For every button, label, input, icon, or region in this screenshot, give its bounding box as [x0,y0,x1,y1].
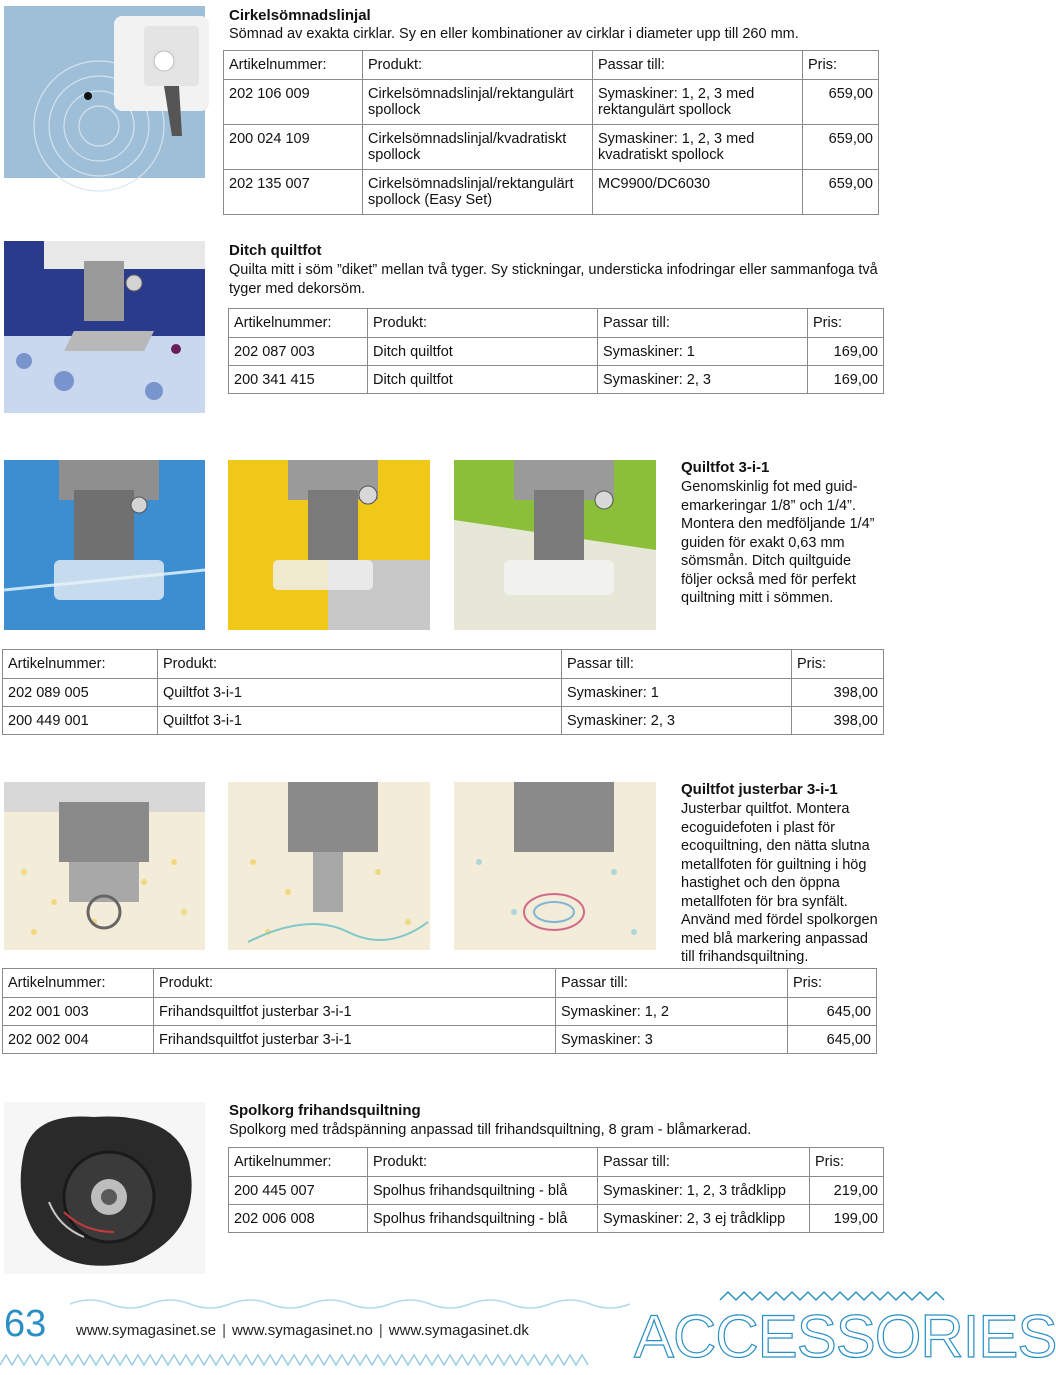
footer-separator: | [378,1322,383,1339]
product-name: Frihandsquiltfot justerbar 3-i-1 [154,1026,556,1054]
section-desc-quilt3: Genomskinlig fot med guid-emarkeringar 1/8” och 1/4”. Montera den medföljande 1/4” guiden för exakt 0,63 mm sömsmån. Ditch quiltguide följer också med för perfekt quiltning mitt i sömmen. [681,479,875,606]
col-header-price: Pris: [810,1148,884,1177]
fits-models: Symaskiner: 1 [562,679,792,707]
col-header-product: Produkt: [158,650,562,679]
col-header-price: Pris: [803,51,879,80]
col-header-article: Artikelnummer: [229,1148,368,1177]
fits-models: Symaskiner: 1, 2, 3 med rektangulärt spollock [593,80,803,125]
product-name: Spolhus frihandsquiltning - blå [368,1205,598,1233]
fits-models: Symaskiner: 2, 3 [562,707,792,735]
col-header-product: Produkt: [368,309,598,338]
article-number: 200 445 007 [229,1177,368,1205]
article-number: 202 001 003 [3,998,154,1026]
col-header-product: Produkt: [363,51,593,80]
section-word-accessories: ACCESSORIES [634,1303,1056,1370]
table-row [229,1177,884,1205]
section-title-adjustable: Quiltfot justerbar 3-i-1 [681,781,838,798]
price: 169,00 [808,338,884,366]
article-number: 202 006 008 [229,1205,368,1233]
page-number: 63 [4,1303,47,1345]
product-table-ditch [228,308,884,394]
article-number: 202 135 007 [224,170,363,215]
price: 398,00 [792,707,884,735]
section-desc-bobbin: Spolkorg med trådspänning anpassad till frihandsquiltning, 8 gram - blåmarkerad. [229,1122,752,1138]
fits-models: Symaskiner: 1, 2, 3 med kvadratiskt spollock [593,125,803,170]
section-desc-circle: Sömnad av exakta cirklar. Sy en eller kombinationer av cirklar i diameter upp till 260 mm. [229,26,799,42]
fits-models: Symaskiner: 1, 2 [556,998,788,1026]
price: 645,00 [788,1026,877,1054]
table-row [229,338,884,366]
product-name: Ditch quiltfot [368,338,598,366]
price: 659,00 [803,80,879,125]
footer-links [76,1322,529,1339]
product-name: Spolhus frihandsquiltning - blå [368,1177,598,1205]
table-row [3,707,884,735]
table-row [3,679,884,707]
col-header-price: Pris: [792,650,884,679]
ditch-foot-photo [4,241,205,413]
col-header-fits: Passar till: [562,650,792,679]
table-row [229,1205,884,1233]
product-name: Frihandsquiltfot justerbar 3-i-1 [154,998,556,1026]
price: 659,00 [803,125,879,170]
footer-separator: | [222,1322,226,1339]
price: 398,00 [792,679,884,707]
col-header-product: Produkt: [154,969,556,998]
quilt-foot-photo-yellow [228,460,430,630]
col-header-article: Artikelnummer: [3,969,154,998]
product-name: Cirkelsömnadslinjal/rektangulärt spollock (Easy Set) [363,170,593,215]
col-header-fits: Passar till: [598,1148,810,1177]
col-header-article: Artikelnummer: [3,650,158,679]
footer-link-dk[interactable]: www.symagasinet.dk [388,1322,529,1339]
article-number: 200 341 415 [229,366,368,394]
price: 219,00 [810,1177,884,1205]
bobbin-case-photo [4,1102,205,1274]
footer-link-no[interactable]: www.symagasinet.no [231,1322,373,1339]
fits-models: Symaskiner: 1 [598,338,808,366]
article-number: 202 087 003 [229,338,368,366]
adjustable-foot-photo-2 [228,782,430,950]
col-header-fits: Passar till: [598,309,808,338]
product-table-bobbin [228,1147,884,1233]
col-header-product: Produkt: [368,1148,598,1177]
price: 199,00 [810,1205,884,1233]
product-table-adjustable [2,968,877,1054]
section-title-circle: Cirkelsömnadslinjal [229,7,371,24]
quilt-foot-photo-blue [4,460,205,630]
table-row [224,125,879,170]
table-row [3,1026,877,1054]
article-number: 200 024 109 [224,125,363,170]
fits-models: Symaskiner: 2, 3 [598,366,808,394]
col-header-article: Artikelnummer: [229,309,368,338]
col-header-price: Pris: [788,969,877,998]
table-row [224,80,879,125]
section-desc-adjustable: Justerbar quiltfot. Montera ecoguidefoten i plast för ecoquiltning, den nätta slutna metallfoten för guiltning i hög hastighet och den öppna metallfoten för bra synfält. Använd med fördel spolkorgen med blå markering anpassad till frihandsquiltning. [681,801,878,965]
circle-ruler-photo [4,6,205,178]
adjustable-foot-photo-3 [454,782,656,950]
article-number: 202 002 004 [3,1026,154,1054]
price: 645,00 [788,998,877,1026]
col-header-fits: Passar till: [593,51,803,80]
footer-link-se[interactable]: www.symagasinet.se [76,1322,217,1339]
quilt-foot-photo-green [454,460,656,630]
article-number: 202 089 005 [3,679,158,707]
table-row [224,170,879,215]
section-desc-ditch: Quilta mitt i söm ”diket” mellan två tyger. Sy stickningar, understicka infodringar eller sammanfoga två tyger med dekorsöm. [229,262,878,297]
product-table-quilt3 [2,649,884,735]
product-table-circle [223,50,879,215]
col-header-article: Artikelnummer: [224,51,363,80]
adjustable-foot-photo-1 [4,782,205,950]
article-number: 202 106 009 [224,80,363,125]
table-row [3,998,877,1026]
product-name: Quiltfot 3-i-1 [158,679,562,707]
price: 659,00 [803,170,879,215]
product-name: Cirkelsömnadslinjal/rektangulärt spollock [363,80,593,125]
fits-models: Symaskiner: 3 [556,1026,788,1054]
article-number: 200 449 001 [3,707,158,735]
section-title-ditch: Ditch quiltfot [229,242,322,259]
section-title-bobbin: Spolkorg frihandsquiltning [229,1102,421,1119]
section-title-quilt3: Quiltfot 3-i-1 [681,459,770,476]
table-row [229,366,884,394]
col-header-fits: Passar till: [556,969,788,998]
product-name: Ditch quiltfot [368,366,598,394]
fits-models: Symaskiner: 2, 3 ej trådklipp [598,1205,810,1233]
product-name: Cirkelsömnadslinjal/kvadratiskt spollock [363,125,593,170]
col-header-price: Pris: [808,309,884,338]
product-name: Quiltfot 3-i-1 [158,707,562,735]
fits-models: Symaskiner: 1, 2, 3 trådklipp [598,1177,810,1205]
price: 169,00 [808,366,884,394]
fits-models: MC9900/DC6030 [593,170,803,215]
